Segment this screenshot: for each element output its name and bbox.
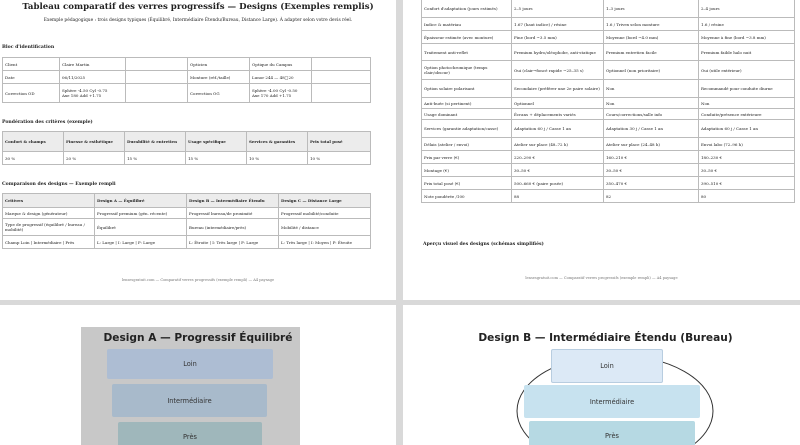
table-cell: Monture (réf./taille) — [188, 71, 250, 84]
zone-intermediate: Intermédiaire — [112, 384, 267, 417]
table-cell: Montage (€) — [422, 164, 512, 177]
table-row — [422, 61, 795, 80]
table-row — [422, 31, 795, 44]
table-cell: Type de progressif (équilibré / bureau / mobilité) — [3, 219, 95, 236]
table-row — [422, 164, 795, 177]
table-cell: 20 % — [64, 152, 125, 165]
table-cell: 30–50 € — [512, 164, 604, 177]
table-cell: L: Large | I: Large | P: Large — [95, 236, 187, 249]
table-cell: 06/11/2025 — [60, 71, 126, 84]
table-cell: Premium hydro/oléophobe, anti-statique — [512, 44, 604, 61]
page-footer: lensesgratuit.com — Comparatif verres progressifs (exemple rempli) — A4 paysage — [121, 278, 275, 282]
table-cell — [312, 71, 371, 84]
table-cell: Secondaire (préférer une 2e paire solaire) — [512, 80, 604, 98]
table-cell: Claire Martin — [60, 58, 126, 71]
column-header: Design B — Intermédiaire Étendu — [187, 194, 279, 208]
column-header: Usage spécifique — [186, 132, 247, 152]
weights-heading: Pondération des critères (exemple) — [2, 120, 93, 125]
figure-design-a-page — [0, 305, 396, 445]
page-footer: lensesgratuit.com — Comparatif verres progressifs (exemple rempli) — A4 paysage — [525, 276, 678, 280]
table-cell: Adaptation 60 j / Casse 1 an — [512, 120, 604, 138]
table-row — [422, 151, 795, 164]
zone-far: Loin — [107, 349, 273, 379]
table-cell: 15 % — [125, 152, 186, 165]
table-cell: Atelier sur place (24–48 h) — [604, 138, 699, 151]
table-cell — [126, 84, 188, 103]
table-cell: 30–50 € — [699, 164, 795, 177]
table-cell: 10 % — [247, 152, 308, 165]
table-cell: 82 — [604, 190, 699, 203]
comparison-table — [2, 193, 371, 249]
table-cell: Non — [699, 98, 795, 109]
table-cell: Atelier sur place (48–72 h) — [512, 138, 604, 151]
table-cell: 2–5 jours — [512, 0, 604, 18]
table-cell: Moyenne à fine (bord ~3.8 mm) — [699, 31, 795, 44]
table-cell: 10 % — [308, 152, 371, 165]
table-cell: 80 — [699, 190, 795, 203]
table-cell: 180–230 € — [699, 151, 795, 164]
column-header: Confort & champs — [3, 132, 64, 152]
table-cell: L: Très large | I: Moyen | P: Étroite — [279, 236, 371, 249]
comparison-heading: Comparaison des designs — Exemple rempli — [2, 182, 116, 187]
table-row — [422, 190, 795, 203]
table-cell: Marque & design (générateur) — [3, 208, 95, 219]
column-header: Finesse & esthétique — [64, 132, 125, 152]
figure-design-b-page — [403, 305, 800, 445]
table-cell: L: Étroite | I: Très large | P: Large — [187, 236, 279, 249]
table-cell: Écrans + déplacements variés — [512, 109, 604, 120]
table-cell: Date — [3, 71, 60, 84]
table-row — [3, 84, 371, 103]
table-cell: Optionnel (non prioritaire) — [604, 61, 699, 80]
table-row — [422, 120, 795, 138]
table-cell: Anti-buée (si pertinent) — [422, 98, 512, 109]
table-cell: Option solaire polarisant — [422, 80, 512, 98]
table-cell: Moyenne (bord ~4.0 mm) — [604, 31, 699, 44]
table-cell: Oui (clair→foncé rapide ~25–35 s) — [512, 61, 604, 80]
table-cell: Cours/corrections/salle info — [604, 109, 699, 120]
table-cell: Traitement anti-reflet — [422, 44, 512, 61]
table-row — [422, 44, 795, 61]
document-subtitle: Exemple pédagogique : trois designs typiques (Équilibré, Intermédiaire Étendu/Bureau, Distance Large). À adapter selon votre devis réel. — [43, 18, 353, 23]
table-cell: 1–3 jours — [604, 0, 699, 18]
table-cell: Optionnel — [512, 98, 604, 109]
table-cell: Équilibré — [95, 219, 187, 236]
table-cell: Option photochromique (temps clair/obscur) — [422, 61, 512, 80]
column-header: Design A — Équilibré — [95, 194, 187, 208]
visual-heading: Aperçu visuel des designs (schémas simplifiés) — [423, 242, 544, 247]
table-cell: Oui (utile extérieur) — [699, 61, 795, 80]
table-cell: Adaptation 60 j / Casse 1 an — [699, 120, 795, 138]
table-cell: Envoi labo (72–96 h) — [699, 138, 795, 151]
table-cell: Prix par verre (€) — [422, 151, 512, 164]
table-row — [422, 109, 795, 120]
table-cell — [126, 58, 188, 71]
table-cell — [312, 84, 371, 103]
ident-heading: Bloc d'identification — [2, 45, 55, 50]
table-cell: Recommandé pour conduite diurne — [699, 80, 795, 98]
document-page-2 — [403, 0, 800, 300]
table-cell — [312, 58, 371, 71]
zone-near: Près — [118, 422, 262, 445]
table-cell: Progressif premium (gén. récente) — [95, 208, 187, 219]
table-cell: Bureau (intermédiaire/près) — [187, 219, 279, 236]
table-cell: 30 % — [3, 152, 64, 165]
table-cell: Services (garantie adaptation/casse) — [422, 120, 512, 138]
zone-far: Loin — [551, 349, 663, 383]
document-page-1 — [0, 0, 396, 300]
table-cell: 15 % — [186, 152, 247, 165]
table-cell: 1.67 (haut indice) / résine — [512, 18, 604, 31]
table-cell: Correction OD — [3, 84, 60, 103]
figure-a-title: Design A — Progressif Équilibré — [103, 332, 293, 344]
table-cell: 350–470 € — [604, 177, 699, 190]
table-cell: Opticien — [188, 58, 250, 71]
table-cell: Épaisseur estimée (avec monture) — [422, 31, 512, 44]
table-cell: Indice & matériau — [422, 18, 512, 31]
table-row — [422, 80, 795, 98]
table-cell: Mobilité / distance — [279, 219, 371, 236]
table-cell: Non — [604, 80, 699, 98]
table-cell: Champ Loin | Intermédiaire | Près — [3, 236, 95, 249]
comparison-table-continued — [421, 0, 795, 203]
table-cell: Lunor 244 — 48□20 — [250, 71, 312, 84]
table-cell: Confort d'adaptation (jours estimés) — [422, 0, 512, 18]
table-cell: Adaptation 30 j / Casse 1 an — [604, 120, 699, 138]
table-row — [3, 71, 371, 84]
identification-table — [2, 57, 371, 103]
table-cell: Délais (atelier / envoi) — [422, 138, 512, 151]
figure-b-title: Design B — Intermédiaire Étendu (Bureau) — [478, 332, 733, 344]
table-cell: Sphère -4.50 Cyl -0.75 Axe 180 Add +1.75 — [60, 84, 126, 103]
table-cell: Non — [604, 98, 699, 109]
table-row — [3, 58, 371, 71]
table-cell: 220–290 € — [512, 151, 604, 164]
table-cell: 160–210 € — [604, 151, 699, 164]
table-cell: 30–50 € — [604, 164, 699, 177]
table-cell: 390–510 € — [699, 177, 795, 190]
table-cell: 500–660 € (paire posée) — [512, 177, 604, 190]
table-cell — [126, 71, 188, 84]
table-cell: 2–4 jours — [699, 0, 795, 18]
weights-table — [2, 131, 371, 165]
column-header: Critères — [3, 194, 95, 208]
table-row — [422, 0, 795, 18]
table-cell: Sphère -4.00 Cyl -0.50 Axe 170 Add +1.75 — [250, 84, 312, 103]
zone-intermediate: Intermédiaire — [524, 385, 700, 418]
table-cell: Fine (bord ~3.5 mm) — [512, 31, 604, 44]
column-header: Services & garanties — [247, 132, 308, 152]
table-cell: Premium entretien facile — [604, 44, 699, 61]
table-cell: Progressif mobilité/conduite — [279, 208, 371, 219]
table-cell: 1.6 / résine — [699, 18, 795, 31]
table-cell: 1.6 / Trivex selon monture — [604, 18, 699, 31]
column-header: Prix total posé — [308, 132, 371, 152]
table-row — [422, 18, 795, 31]
table-row — [3, 219, 371, 236]
table-cell: Progressif bureau/de proximité — [187, 208, 279, 219]
table-cell: Conduite/présence extérieure — [699, 109, 795, 120]
table-cell: Premium faible halo nuit — [699, 44, 795, 61]
table-row — [422, 138, 795, 151]
column-header: Durabilité & entretien — [125, 132, 186, 152]
table-cell: Client — [3, 58, 60, 71]
table-row — [3, 208, 371, 219]
document-title: Tableau comparatif des verres progressifs — Designs (Exemples remplis) — [22, 2, 374, 12]
table-cell: Note pondérée /100 — [422, 190, 512, 203]
table-cell: 88 — [512, 190, 604, 203]
table-cell: Prix total posé (€) — [422, 177, 512, 190]
zone-near: Près — [529, 421, 695, 445]
table-row — [422, 98, 795, 109]
table-row — [422, 177, 795, 190]
table-row — [3, 236, 371, 249]
column-header: Design C — Distance Large — [279, 194, 371, 208]
table-cell: Usage dominant — [422, 109, 512, 120]
table-cell: Optique du Campus — [250, 58, 312, 71]
table-cell: Correction OG — [188, 84, 250, 103]
